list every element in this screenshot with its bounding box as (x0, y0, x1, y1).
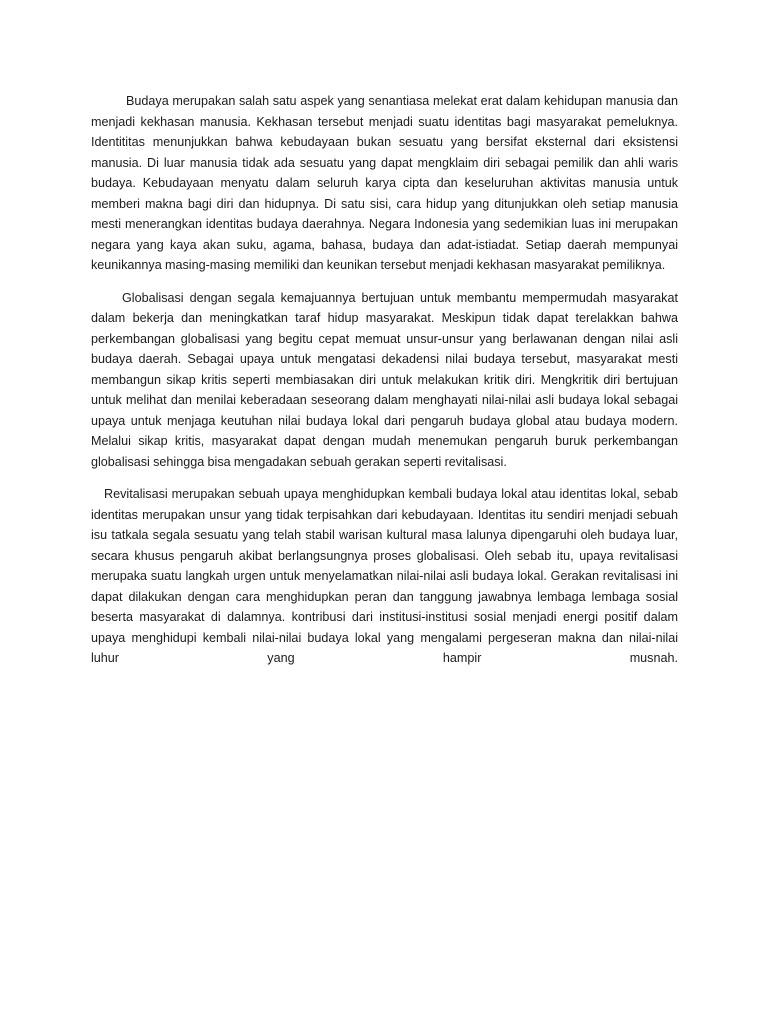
paragraph-revitalisasi: Revitalisasi merupakan sebuah upaya menghidupkan kembali budaya lokal atau identitas lokal, sebab identitas merupakan unsur yang tidak terpisahkan dari kebudayaan. Identitas itu sendiri menjadi sebuah isu tatkala segala sesuatu yang telah stabil warisan kultural masa lalunya dipengaruhi oleh budaya luar, secara khusus pengaruh akibat berlangsungnya proses globalisasi. Oleh sebab itu, upaya revitalisasi merupaka suatu langkah urgen untuk menyelamatkan nilai-nilai asli budaya lokal. Gerakan revitalisasi ini dapat dilakukan dengan cara menghidupkan peran dan tanggung jawabnya lembaga lembaga sosial beserta masyarakat di dalamnya. kontribusi dari institusi-institusi sosial menjadi energi positif dalam upaya menghidupi kembali nilai-nilai budaya lokal yang mengalami pergeseran makna dan nilai-nilai luhur yang hampir musnah. (91, 487, 678, 665)
paragraph-globalisasi: Globalisasi dengan segala kemajuannya bertujuan untuk membantu mempermudah masyarakat dalam bekerja dan meningkatkan taraf hidup masyarakat. Meskipun tidak dapat terelakkan bahwa perkembangan globalisasi yang begitu cepat memuat unsur-unsur yang berlawanan dengan nilai asli budaya daerah. Sebagai upaya untuk mengatasi dekadensi nilai budaya tersebut, masyarakat mesti membangun sikap kritis seperti membiasakan diri untuk melakukan kritik diri. Mengkritik diri bertujuan untuk melihat dan menilai keberadaan seseorang dalam menghayati nilai-nilai asli budaya lokal sebagai upaya untuk menjaga keutuhan nilai budaya lokal dari pengaruh budaya global atau budaya modern. Melalui sikap kritis, masyarakat dapat dengan mudah menemukan pengaruh buruk perkembangan globalisasi sehingga bisa mengadakan sebuah gerakan seperti revitalisasi. (91, 290, 678, 469)
document-body (91, 91, 678, 681)
paragraph-budaya: Budaya merupakan salah satu aspek yang senantiasa melekat erat dalam kehidupan manusia dan menjadi kekhasan manusia. Kekhasan tersebut menjadi suatu identitas bagi masyarakat pemeluknya. Identititas menunjukkan bahwa kebudayaan bukan sesuatu yang bersifat eksternal dari eksistensi manusia. Di luar manusia tidak ada sesuatu yang dapat mengklaim diri sebagai pemilik dan ahli waris budaya. Kebudayaan menyatu dalam seluruh karya cipta dan keseluruhan aktivitas manusia untuk memberi makna bagi diri dan hidupnya. Di satu sisi, cara hidup yang ditunjukkan oleh setiap manusia mesti menerangkan identitas budaya daerahnya. Negara Indonesia yang sedemikian luas ini merupakan negara yang kaya akan suku, agama, bahasa, budaya dan adat-istiadat. Setiap daerah mempunyai keunikannya masing-masing memiliki dan keunikan tersebut menjadi kekhasan masyarakat pemiliknya. (91, 94, 678, 272)
